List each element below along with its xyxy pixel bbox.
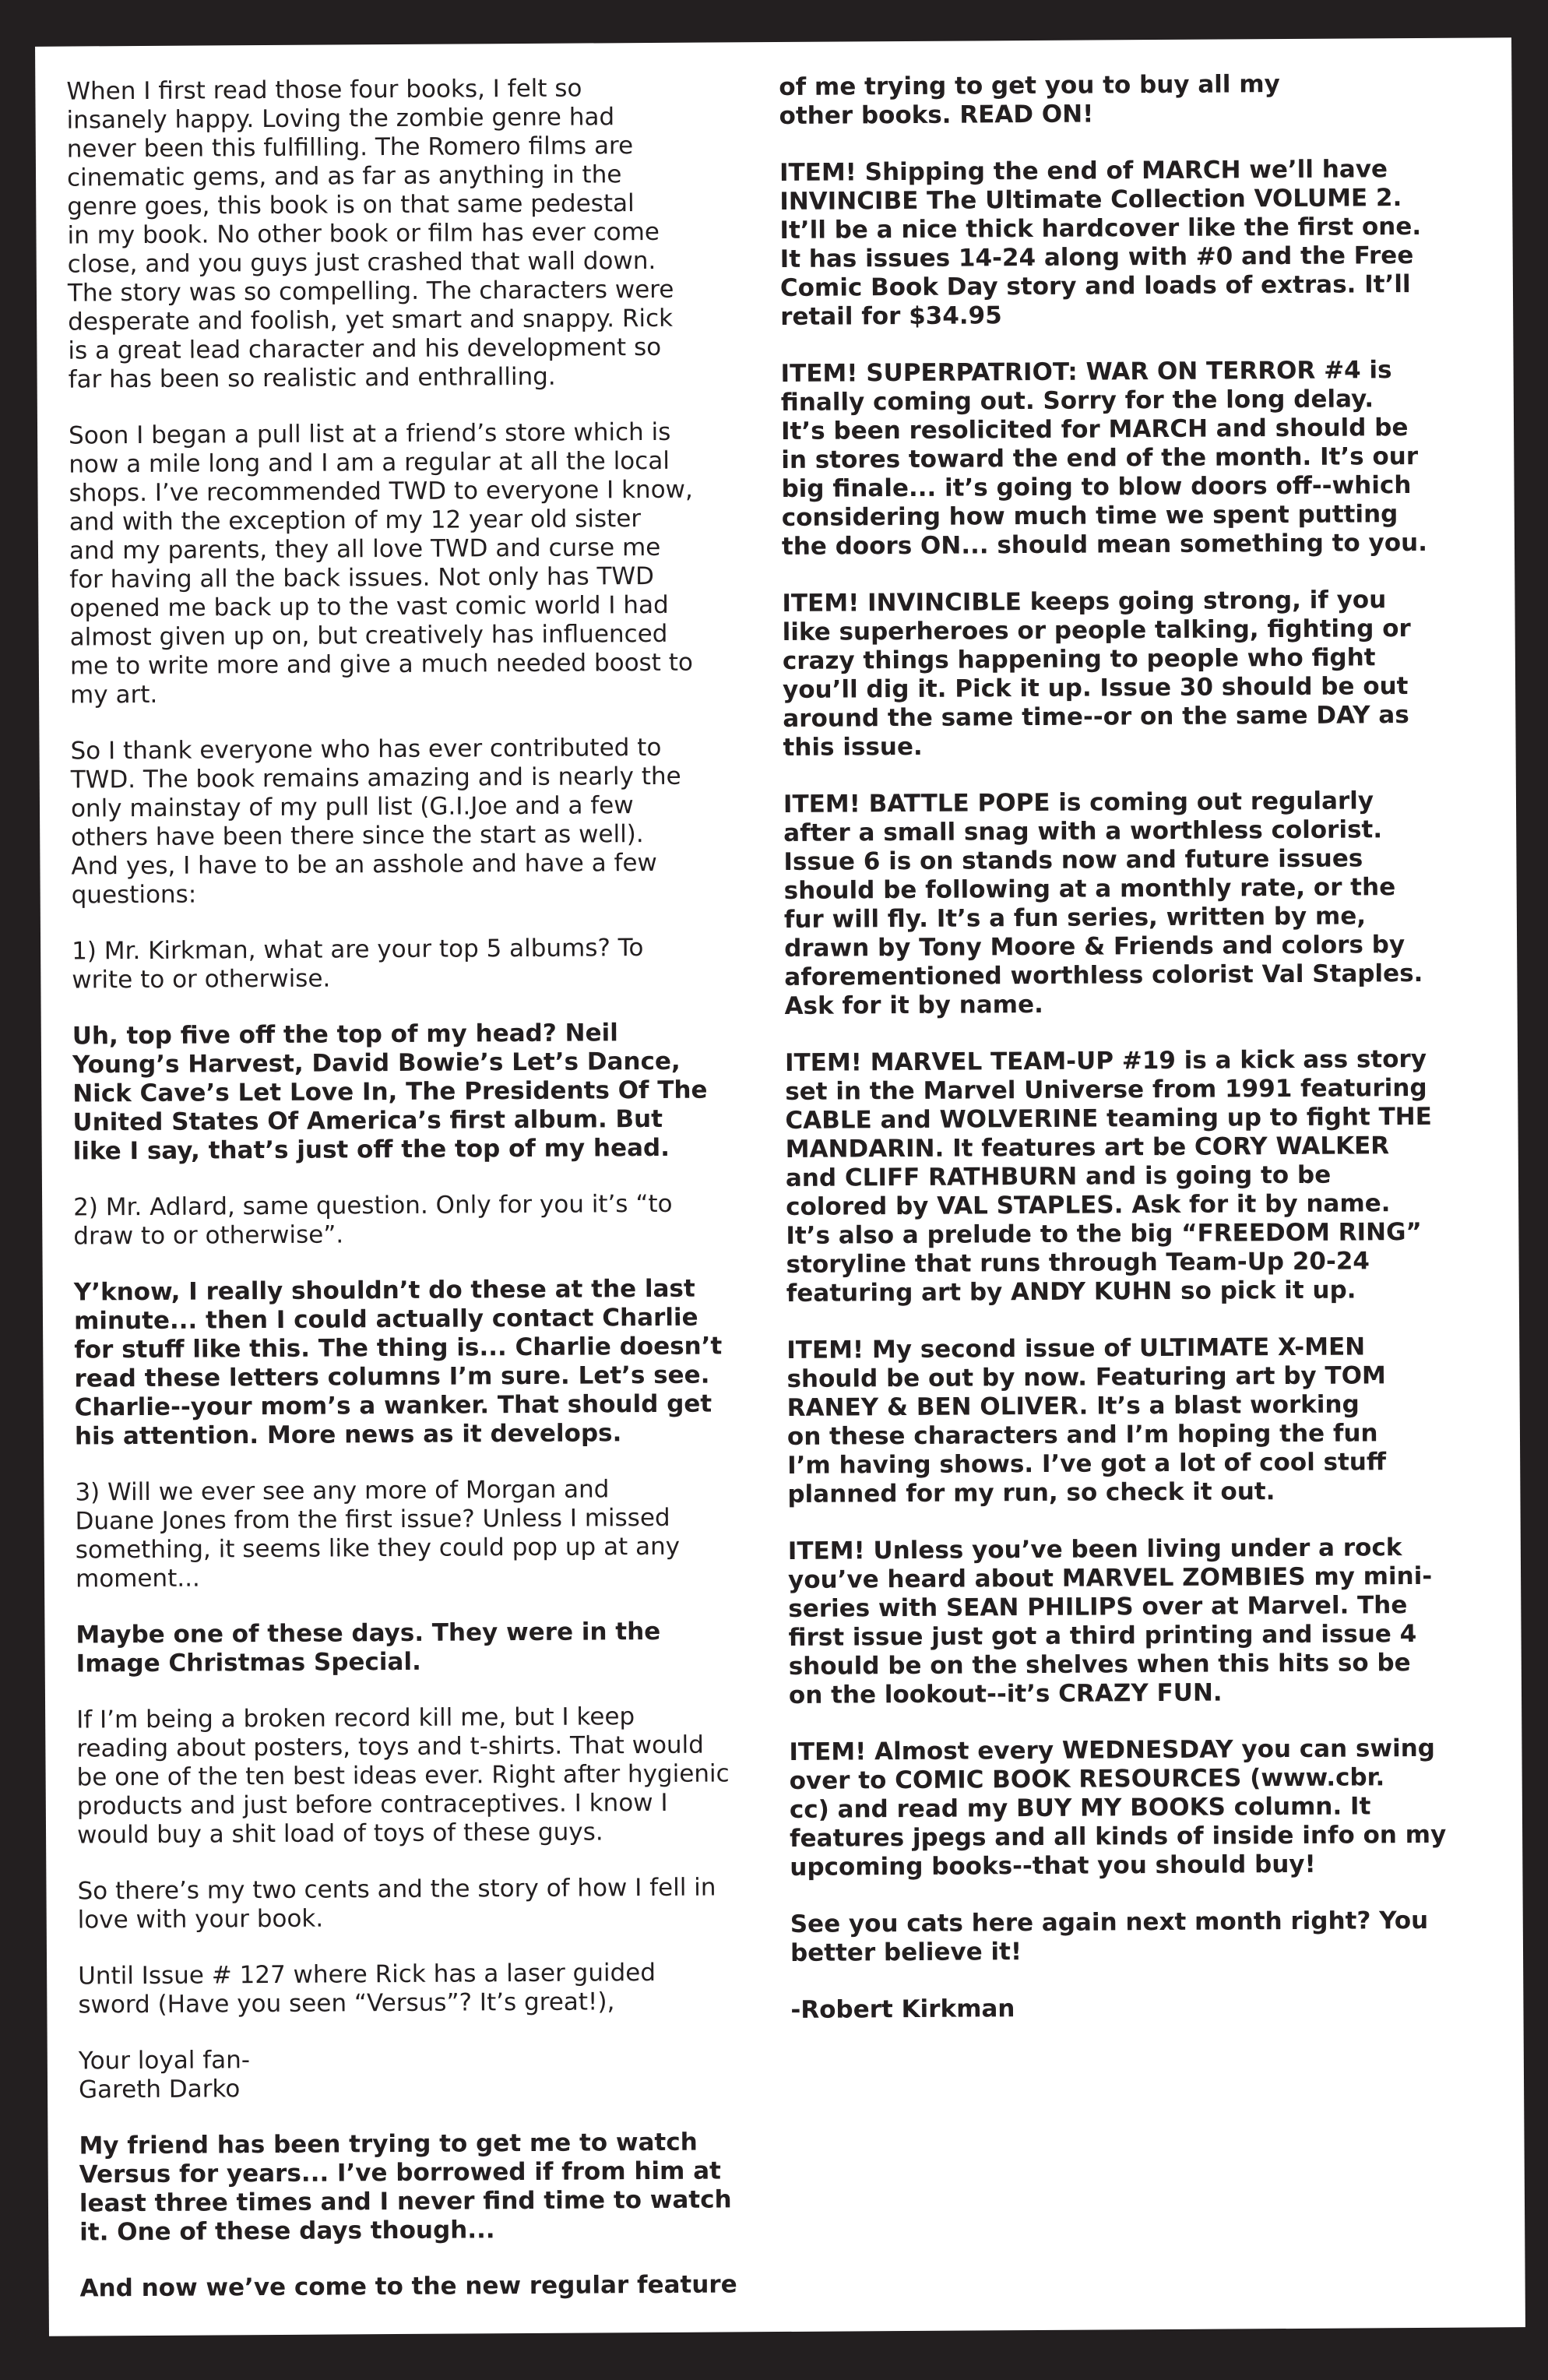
reply-paragraph: of me trying to get you to buy all my other books. READ ON! — [779, 70, 1280, 130]
letter-question-2: 2) Mr. Adlard, same question. Only for you it’s “to draw to or otherwise”. — [73, 1189, 673, 1251]
news-item: ITEM! BATTLE POPE is coming out regularly after a small snag with a worthless colorist. Issue 6 is on stands now and future issues should be following at a monthly rate, or the fur will fly. It’s a fun series, written by me, drawn by Tony Moore & Friends and colors by aforementioned worthless colorist Val Staples. Ask for it by name. — [783, 787, 1423, 1020]
news-item: ITEM! Shipping the end of MARCH we’ll have INVINCIBE The Ultimate Collection VOLUME 2. It’ll be a nice thick hardcover like the first one. It has issues 14-24 along with #0 and the Free Comic Book Day story and loads of extras. It’ll retail for $34.95 — [779, 155, 1422, 331]
letter-paragraph: Soon I began a pull list at a friend’s store which is now a mile long and I am a regular at all the local shops. I’ve recommended TWD to everyone I know, and with the exception of my 12 year old sister and my parents, they all love TWD and curse me for having all the back issues. Not only has TWD opened me back up to the vast comic world I had almost given up on, but creatively has influenced me to write more and give a much needed boost to my art. — [68, 417, 693, 709]
news-item: ITEM! My second issue of ULTIMATE X-MEN should be out by now. Featuring art by TOM RANEY & BEN OLIVER. It’s a blast working on these characters and I’m hoping the fun I’m having shows. I’ve got a lot of cool stuff planned for my run, so check it out. — [786, 1333, 1387, 1509]
right-column — [779, 69, 1492, 2052]
news-item: ITEM! MARVEL TEAM-UP #19 is a kick ass story set in the Marvel Universe from 1991 featuring CABLE and WOLVERINE teaming up to fight THE MANDARIN. It features art be CORY WALKER and CLIFF RATHBURN and is going to be colored by VAL STAPLES. Ask for it by name. It’s also a prelude to the big “FREEDOM RING” storyline that runs through Team-Up 20-24 featuring art by ANDY KUHN so pick it up. — [784, 1044, 1432, 1308]
news-item: ITEM! INVINCIBLE keeps going strong, if you like superheroes or people talking, fighting or crazy things happening to people who fight you’ll dig it. Pick it up. Issue 30 should be out around the same time--or on the same DAY as this issue. — [782, 586, 1411, 762]
reply-paragraph: Uh, top five off the top of my head? Neil Young’s Harvest, David Bowie’s Let’s Dance, Nick Cave’s Let Love In, The Presidents Of The United States Of America’s first album. But like I say, that’s just off the top of my head. — [72, 1019, 708, 1166]
left-column — [66, 73, 765, 2330]
reply-paragraph: Y’know, I really shouldn’t do these at the last minute... then I could actually contact Charlie for stuff like this. The thing is... Charlie doesn’t read these letters columns I’m sure. Let’s see. Charlie--your mom’s a wanker. That should get his attention. More news as it develops. — [73, 1274, 723, 1451]
letter-question-3: 3) Will we ever see any more of Morgan and Duane Jones from the first issue? Unless I missed something, it seems like they could pop up at any moment... — [75, 1475, 681, 1593]
reply-paragraph: And now we’ve come to the new regular feature — [79, 2270, 737, 2303]
news-item: ITEM! SUPERPATRIOT: WAR ON TERROR #4 is finally coming out. Sorry for the long delay. It’s been resolicited for MARCH and should be in stores toward the end of the month. It’s our big finale... it’s going to blow doors off--which considering how much time we spent putting the doors ON... should mean something to you. — [780, 356, 1428, 561]
letter-paragraph: So there’s my two cents and the story of how I fell in love with your book. — [77, 1873, 716, 1935]
letter-paragraph: When I first read those four books, I felt so insanely happy. Loving the zombie genre had never been this fulfilling. The Romero films are cinematic gems, and as far as anything in the genre goes, this book is on that same pedestal in my book. No other book or film has ever come close, and you guys just crashed that wall down. The story was so compelling. The characters were desperate and foolish, yet smart and snappy. Rick is a great lead character and his development so far has been so realistic and enthralling. — [66, 74, 674, 394]
reply-paragraph: My friend has been trying to get me to watch Versus for years... I’ve borrowed if from him at least three times and I never find time to watch it. One of these days though... — [79, 2128, 732, 2247]
letter-paragraph: Until Issue # 127 where Rick has a laser guided sword (Have you seen “Versus”? It’s great!), — [78, 1958, 656, 2019]
letter-paragraph: If I’m being a broken record kill me, but I keep reading about posters, toys and t-shirts. That would be one of the ten best ideas ever. Right after hygienic products and just before contraceptives. I know I would buy a shit load of toys of these guys. — [76, 1702, 730, 1850]
letter-paragraph: So I thank everyone who has ever contributed to TWD. The book remains amazing and is nearly the only mainstay of my pull list (G.I.Joe and a few others have been there since the start as well). And yes, I have to be an asshole and have a few questions: — [70, 733, 681, 910]
closing-paragraph: See you cats here again next month right? You better believe it! — [790, 1906, 1429, 1967]
letter-signature: Your loyal fan- Gareth Darko — [78, 2046, 251, 2104]
news-item: ITEM! Almost every WEDNESDAY you can swing over to COMIC BOOK RESOURCES (www.cbr. cc) and read my BUY MY BOOKS column. It features jpegs and all kinds of inside info on my upcoming books--that you should buy! — [789, 1734, 1447, 1882]
letter-question-1: 1) Mr. Kirkman, what are your top 5 albums? To write to or otherwise. — [72, 934, 644, 995]
news-item: ITEM! Unless you’ve been living under a rock you’ve heard about MARVEL ZOMBIES my mini- series with SEAN PHILIPS over at Marvel. The first issue just got a third printing and issue 4 should be on the shelves when this hits so be on the lookout--it’s CRAZY FUN. — [787, 1533, 1433, 1709]
author-signature: -Robert Kirkman — [790, 1994, 1015, 2024]
letters-page — [35, 37, 1525, 2336]
reply-paragraph: Maybe one of these days. They were in the Image Christmas Special. — [76, 1617, 661, 1678]
